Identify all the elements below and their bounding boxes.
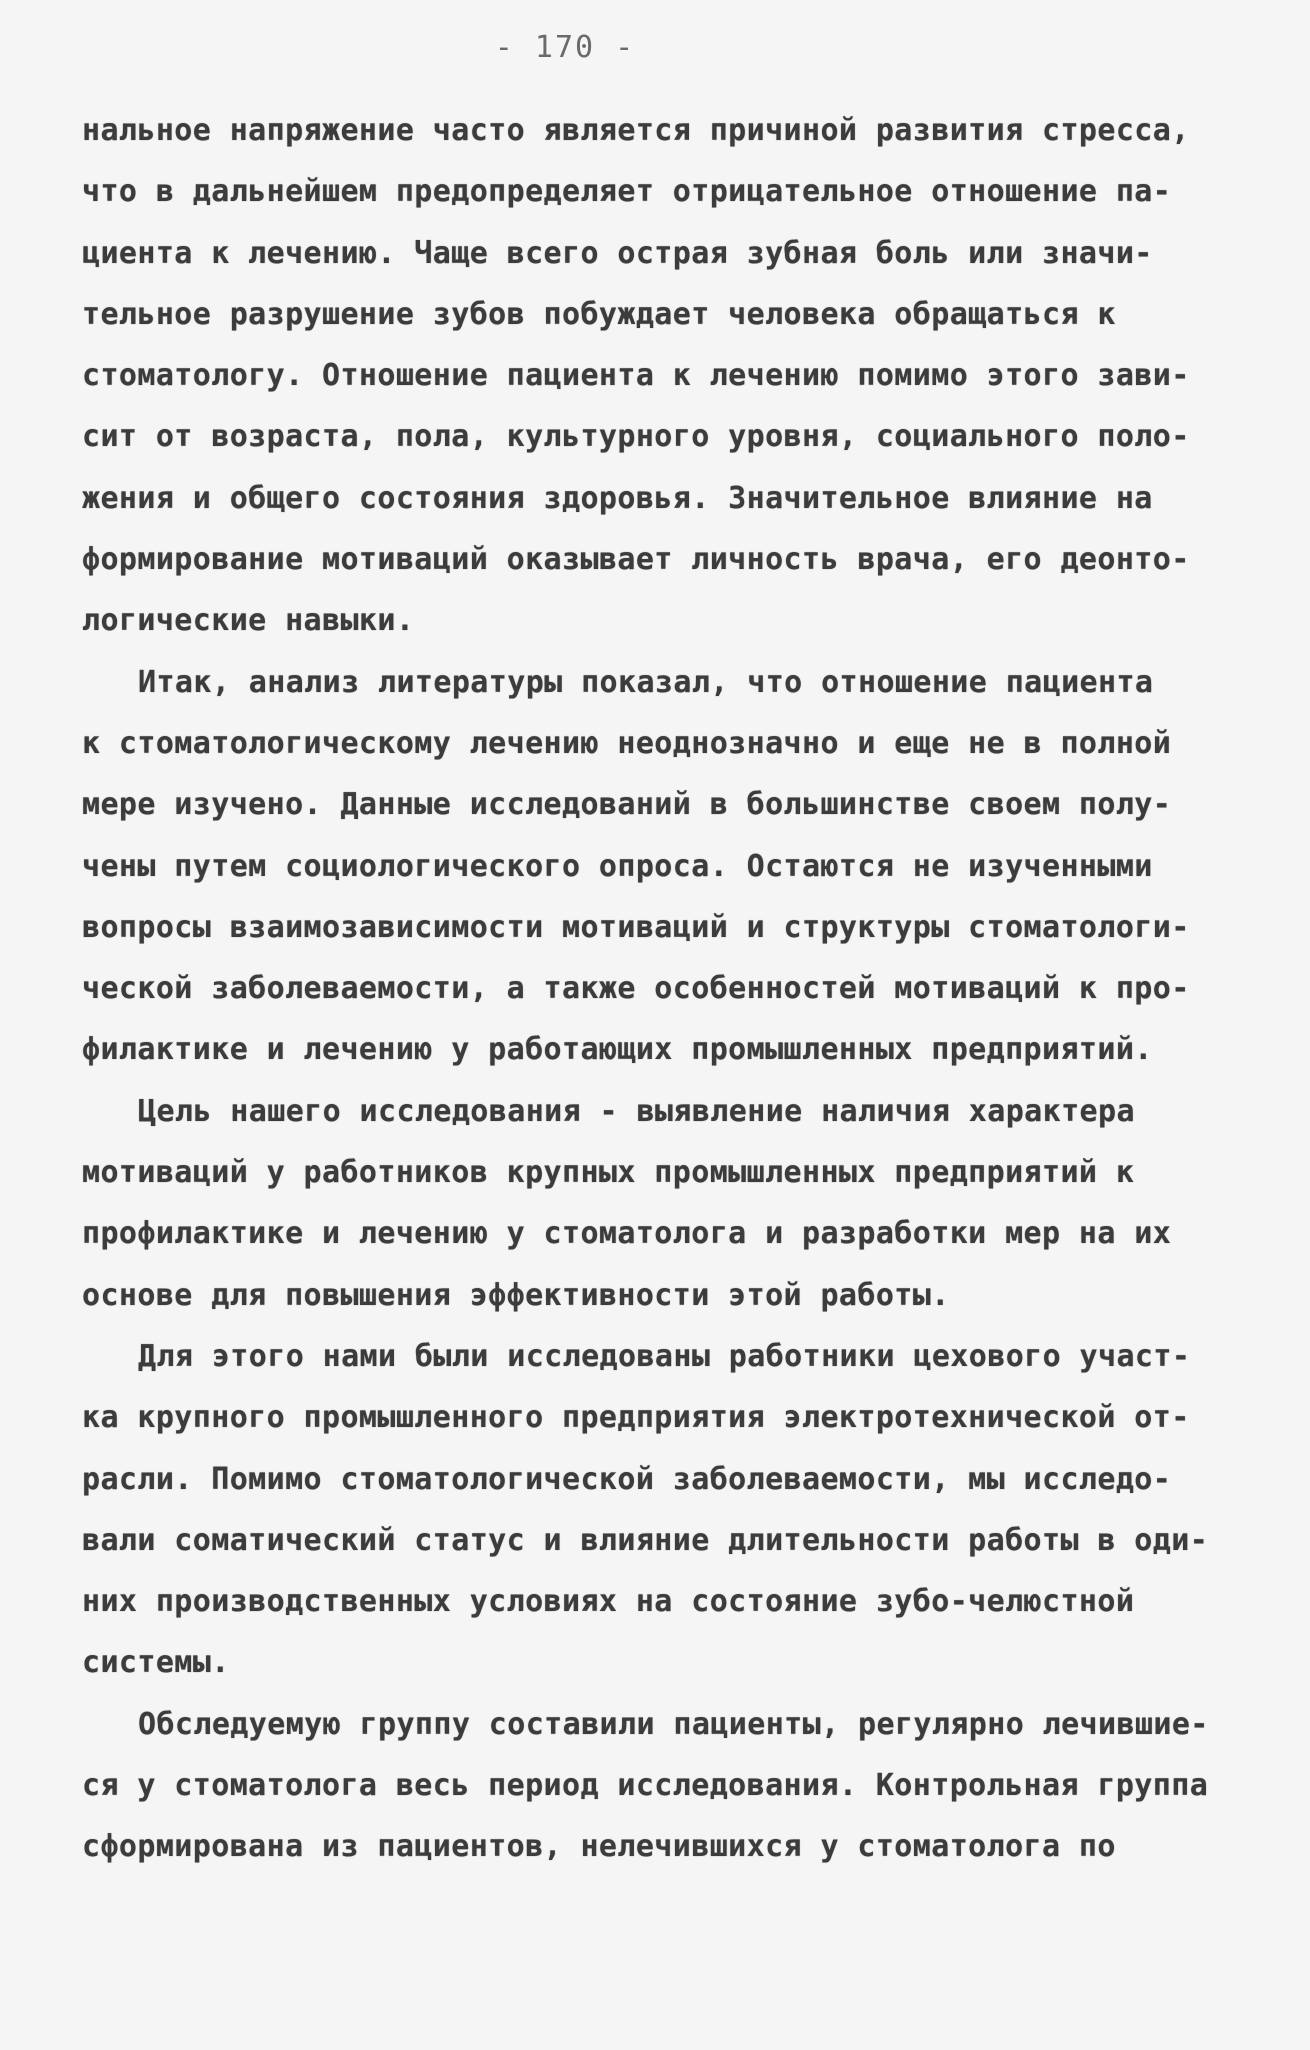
text-line: ся у стоматолога весь период исследования. Контрольная группа [82,1768,1209,1804]
body-text [82,100,1232,1878]
text-line: ческой заболеваемости, а также особенностей мотиваций к про- [82,971,1190,1007]
text-line: чены путем социологического опроса. Остаются не изученными [82,848,1153,884]
text-line: формирование мотиваций оказывает личность врача, его деонто- [82,542,1190,578]
text-line: нальное напряжение часто является причиной развития стресса, [82,113,1190,148]
text-line: к стоматологическому лечению неоднозначно и еще не в полной [82,725,1172,761]
paragraph [82,1694,1232,1878]
text-line: жения и общего состояния здоровья. Значительное влияние на [82,480,1153,516]
text-line: стоматологу. Отношение пациента к лечению помимо этого зави- [82,358,1190,394]
text-line: циента к лечению. Чаще всего острая зубная боль или значи- [82,235,1153,271]
text-line: Для этого нами были исследованы работники цехового участ- [138,1338,1191,1374]
text-line: них производственных условиях на состояние зубо-челюстной [82,1584,1135,1620]
text-line: что в дальнейшем предопределяет отрицательное отношение па- [82,174,1172,210]
text-line: сит от возраста, пола, культурного уровня, социального поло- [82,419,1190,455]
text-line: сформирована из пациентов, нелечившихся у стоматолога по [82,1829,1116,1865]
text-line: Цель нашего исследования - выявление наличия характера [138,1093,1135,1129]
paragraph [82,652,1232,1081]
text-line: Итак, анализ литературы показал, что отношение пациента [138,664,1154,700]
text-line: ка крупного промышленного предприятия электротехнической от- [82,1400,1190,1436]
paragraph [82,1081,1232,1326]
text-line: тельное разрушение зубов побуждает человека обращаться к [82,296,1116,332]
text-line: Обследуемую группу составили пациенты, регулярно лечившие- [138,1706,1209,1742]
page-number: - 170 - [494,30,636,65]
text-line: вали соматический статус и влияние длительности работы в оди- [82,1522,1209,1558]
text-line: вопросы взаимозависимости мотиваций и структуры стоматологи- [82,909,1190,945]
paragraph [82,1326,1232,1694]
text-line: профилактике и лечению у стоматолога и разработки мер на их [82,1216,1172,1252]
text-line: системы. [82,1645,230,1681]
text-line: логические навыки. [82,603,415,639]
text-line: мотиваций у работников крупных промышленных предприятий к [82,1155,1135,1191]
text-line: расли. Помимо стоматологической заболеваемости, мы исследо- [82,1461,1172,1497]
text-line: филактике и лечению у работающих промышленных предприятий. [82,1032,1153,1068]
paragraph [82,100,1232,652]
text-line: мере изучено. Данные исследований в большинстве своем полу- [82,787,1172,823]
text-line: основе для повышения эффективности этой работы. [82,1277,950,1313]
